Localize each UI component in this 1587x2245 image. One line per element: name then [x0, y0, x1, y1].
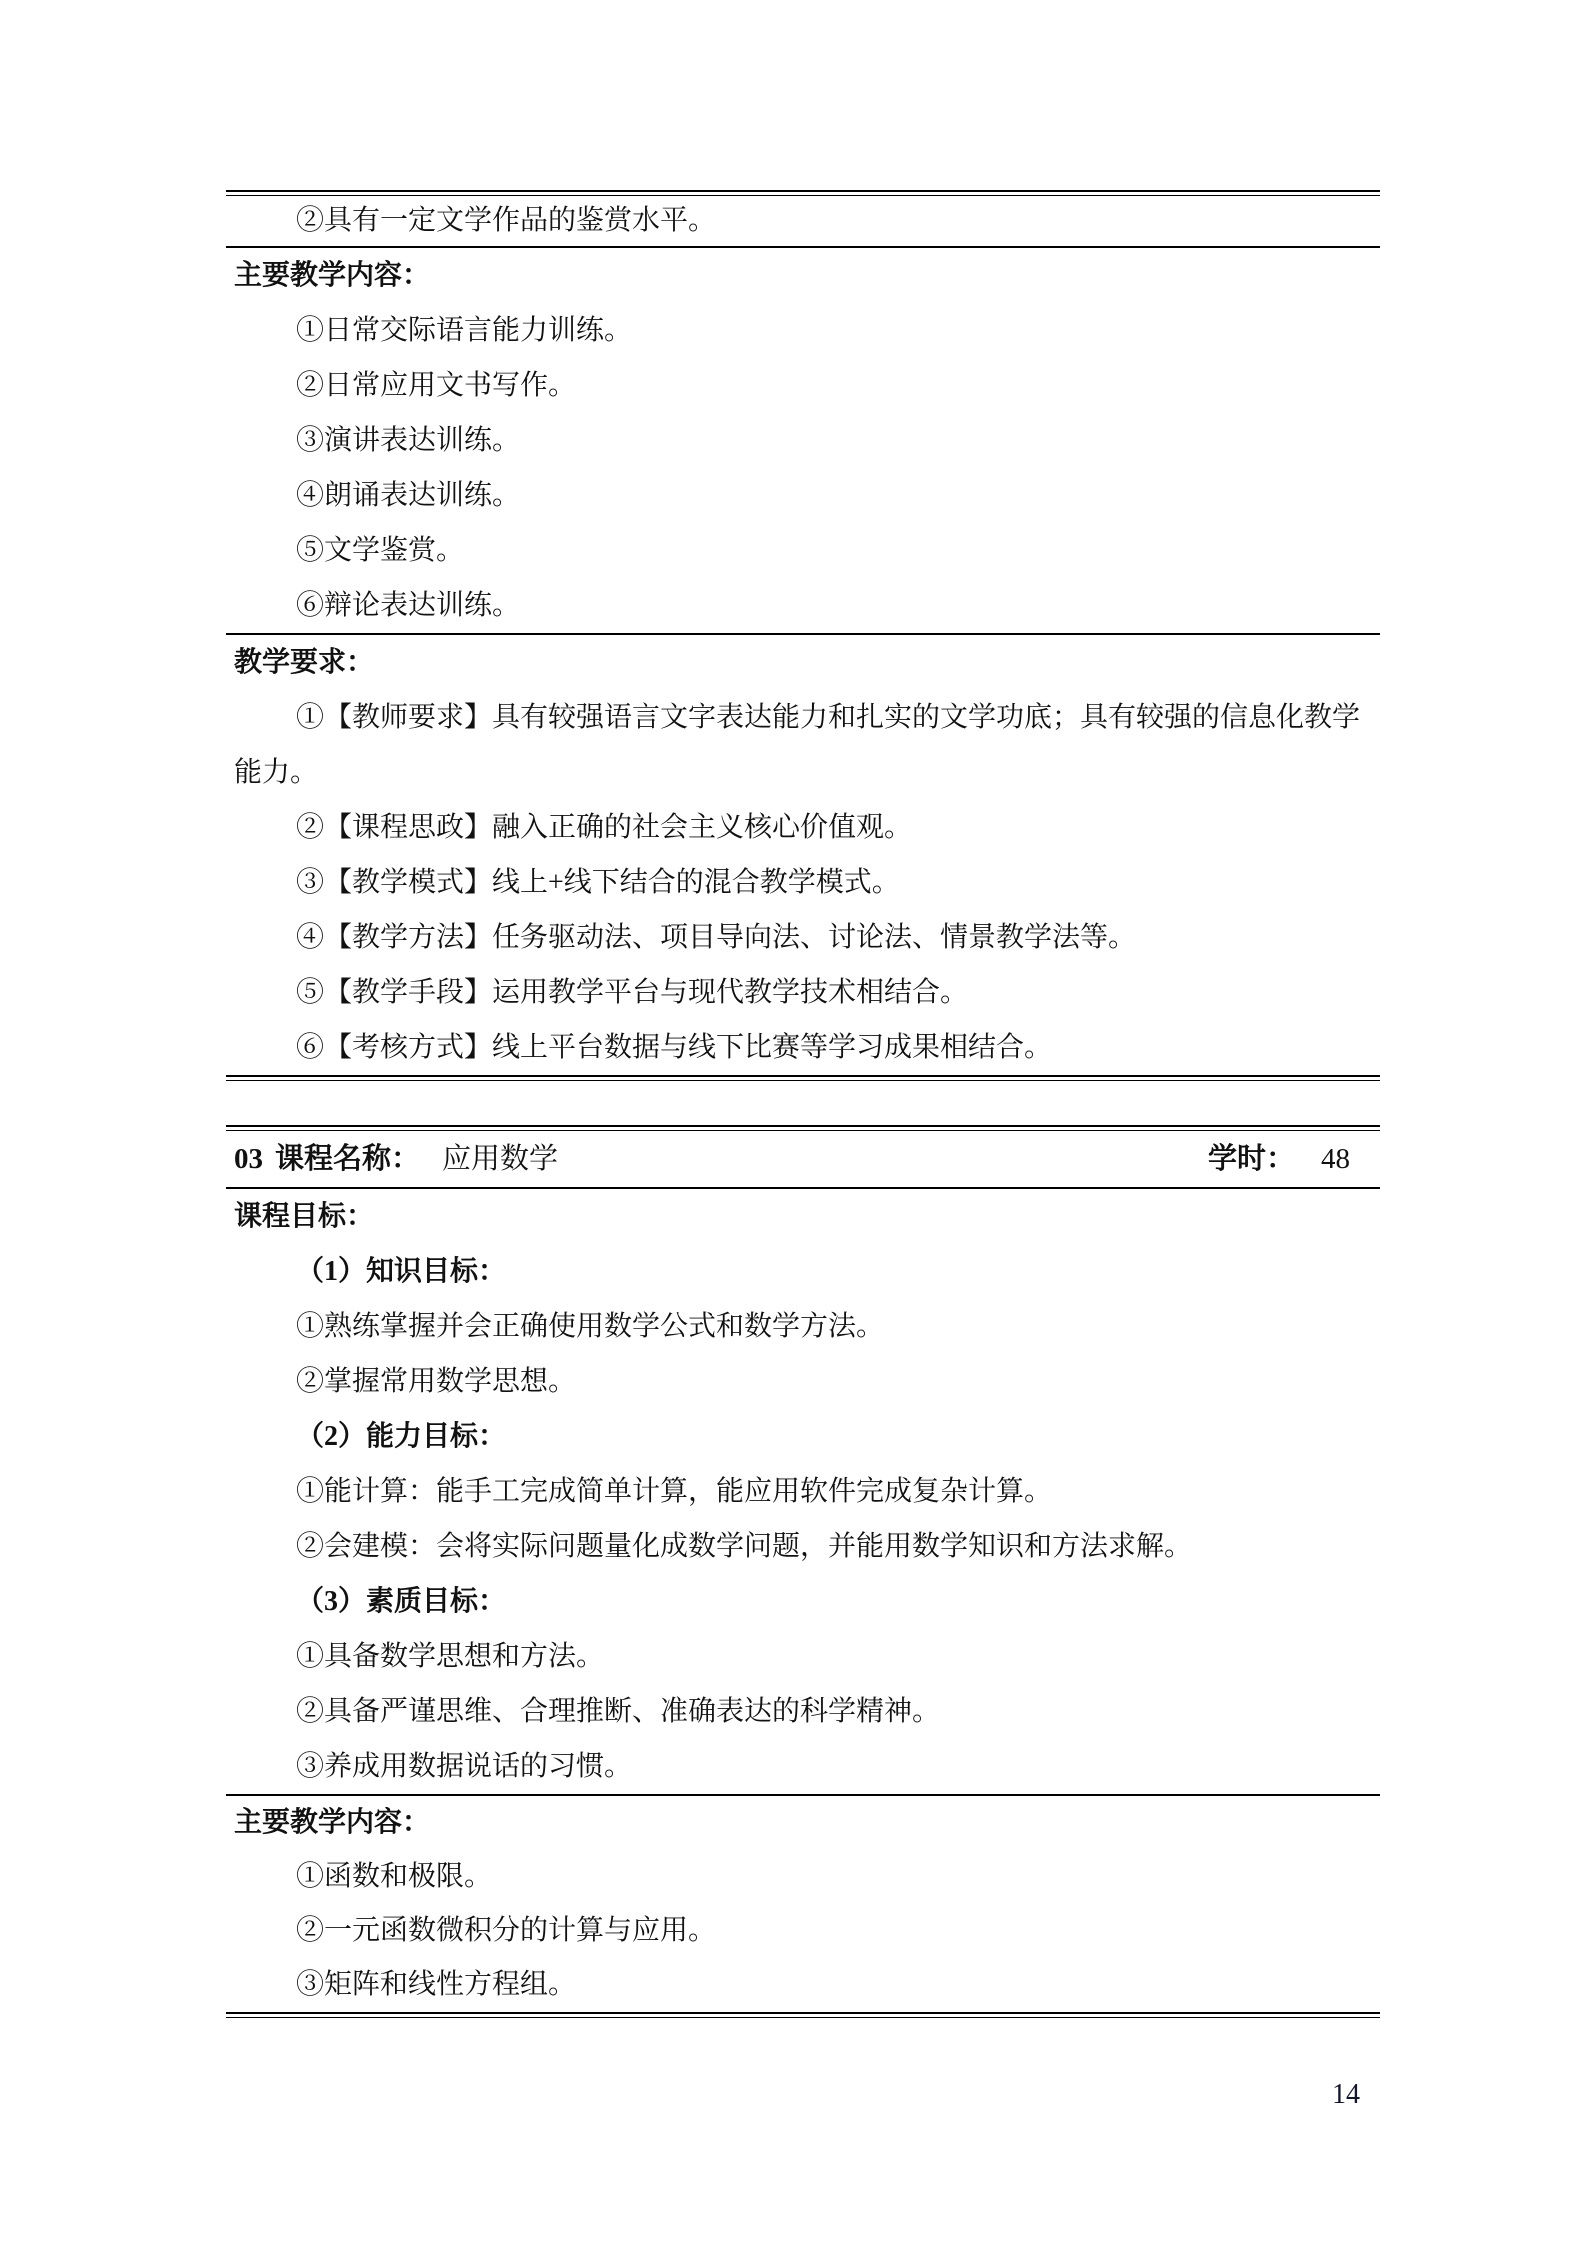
course-title-row — [226, 1131, 1380, 1187]
hours-value: 48 — [1321, 1143, 1350, 1175]
divider-double-bottom — [226, 2012, 1380, 2018]
page-content — [226, 190, 1380, 2018]
list-item: ②会建模：会将实际问题量化成数学问题，并能用数学知识和方法求解。 — [296, 1531, 1193, 1562]
section-header-course-objectives: 课程目标： — [234, 1201, 375, 1232]
list-item: ①能计算：能手工完成简单计算，能应用软件完成复杂计算。 — [296, 1476, 1053, 1507]
subsection-header-ability: （2）能力目标： — [296, 1421, 507, 1452]
list-item: ⑥【考核方式】线上平台数据与线下比赛等学习成果相结合。 — [296, 1032, 1053, 1063]
list-item-continuation: 能力。 — [234, 757, 319, 788]
subsection-header-knowledge: （1）知识目标： — [296, 1256, 507, 1287]
course-table-continued — [226, 196, 1380, 1081]
hours-label: 学时： — [1207, 1143, 1295, 1175]
list-item: ⑤文学鉴赏。 — [296, 535, 465, 566]
list-item: ①函数和极限。 — [296, 1861, 493, 1892]
course-number: 03 — [234, 1143, 263, 1175]
table-row-teaching-requirements — [226, 635, 1380, 1075]
course-name-label: 课程名称： — [275, 1143, 421, 1175]
list-item: ①熟练掌握并会正确使用数学公式和数学方法。 — [296, 1311, 885, 1342]
list-item: ②日常应用文书写作。 — [296, 370, 577, 401]
list-item: ⑤【教学手段】运用教学平台与现代教学技术相结合。 — [296, 977, 969, 1008]
list-item: ④【教学方法】任务驱动法、项目导向法、讨论法、情景教学法等。 — [296, 922, 1137, 953]
list-item: ④朗诵表达训练。 — [296, 480, 521, 511]
table-row-teaching-content — [226, 248, 1380, 633]
course-title-left — [234, 1131, 558, 1187]
list-item: ②掌握常用数学思想。 — [296, 1366, 577, 1397]
list-item: ③演讲表达训练。 — [296, 425, 521, 456]
list-item: ①【教师要求】具有较强语言文字表达能力和扎实的文学功底；具有较强的信息化教学 — [296, 702, 1361, 733]
course-03-table — [226, 1131, 1380, 2018]
table-gap — [226, 1081, 1380, 1125]
list-item: ②具有一定文学作品的鉴赏水平。 — [296, 205, 717, 236]
list-item: ③【教学模式】线上+线下结合的混合教学模式。 — [296, 867, 900, 898]
list-item: ①日常交际语言能力训练。 — [296, 315, 633, 346]
list-item: ⑥辩论表达训练。 — [296, 590, 521, 621]
list-item: ①具备数学思想和方法。 — [296, 1641, 605, 1672]
list-item: ②具备严谨思维、合理推断、准确表达的科学精神。 — [296, 1696, 941, 1727]
course-hours — [1208, 1131, 1350, 1187]
list-item: ②一元函数微积分的计算与应用。 — [296, 1915, 717, 1946]
list-item: ③养成用数据说话的习惯。 — [296, 1751, 633, 1782]
list-item: ②【课程思政】融入正确的社会主义核心价值观。 — [296, 812, 913, 843]
table-row-teaching-content — [226, 1796, 1380, 2012]
table-row-course-objectives — [226, 1189, 1380, 1794]
subsection-header-quality: （3）素质目标： — [296, 1586, 507, 1617]
table-row-carryover — [226, 196, 1380, 246]
page-number: 14 — [1332, 2079, 1360, 2110]
section-header-teaching-content: 主要教学内容： — [234, 260, 431, 291]
course-name: 应用数学 — [442, 1143, 559, 1175]
section-header-teaching-content: 主要教学内容： — [234, 1807, 431, 1838]
section-header-teaching-requirements: 教学要求： — [234, 647, 375, 678]
list-item: ③矩阵和线性方程组。 — [296, 1969, 577, 2000]
